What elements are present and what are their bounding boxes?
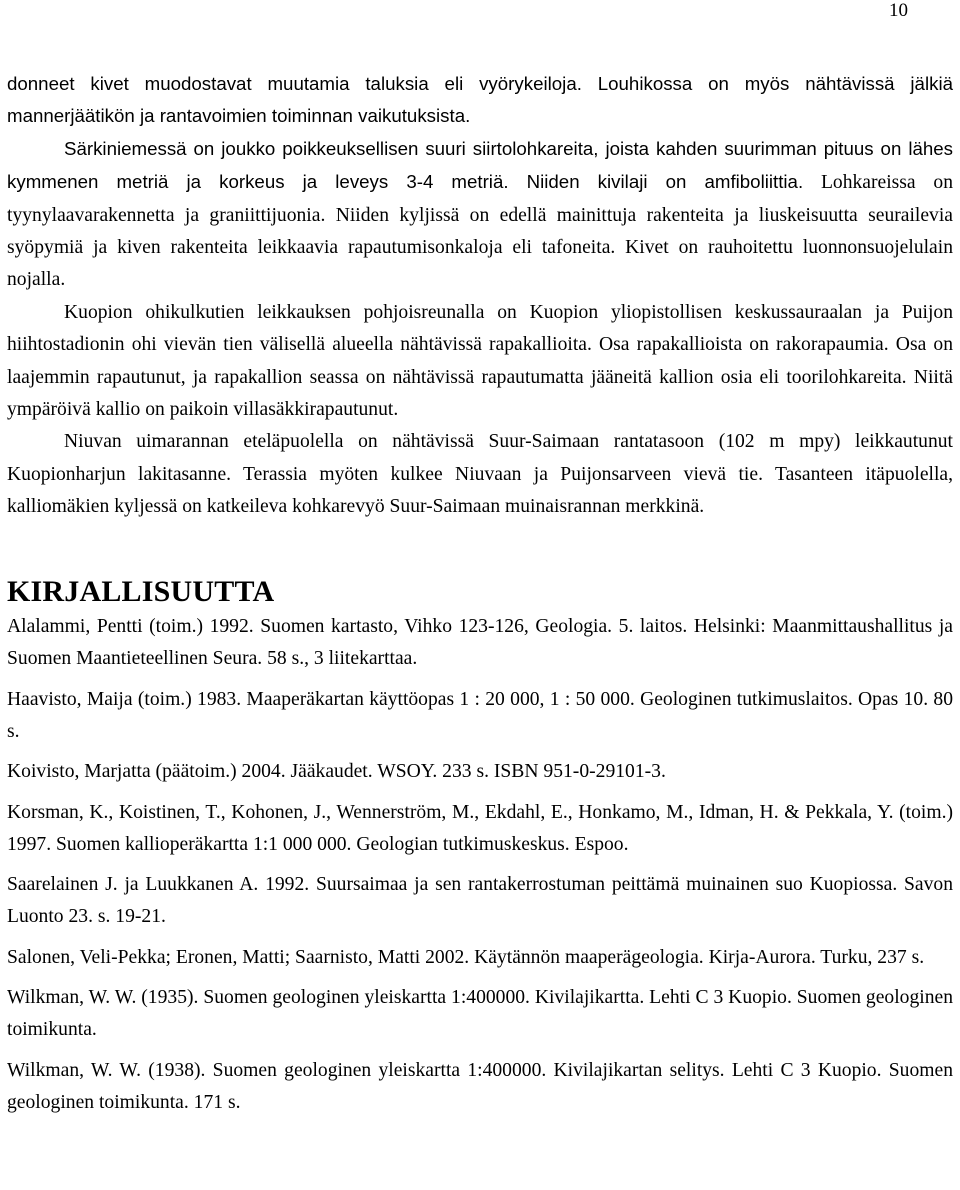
paragraph-2-serif-run: Lohkareissa on tyynylaavarakennetta ja graniittijuonia. Niiden kyljissä on edellä mainittuja rakenteita ja liuskeisuutta seurailevia syöpymiä ja kiven rakenteita leikkaavia rapautumisonkaloja eli tafoneita. Kivet on rauhoitettu luonnonsuojelulain nojalla. [7,172,954,291]
reference-item: Koivisto, Marjatta (päätoim.) 2004. Jääkaudet. WSOY. 233 s. ISBN 951-0-29101-3. [7,761,666,782]
reference-item: Wilkman, W. W. (1938). Suomen geologinen yleiskartta 1:400000. Kivilajikartan selitys. Lehti C 3 Kuopio. Suomen geologinen toimikunta. 171 s. [7,1059,953,1113]
reference-item: Haavisto, Maija (toim.) 1983. Maaperäkartan käyttöopas 1 : 20 000, 1 : 50 000. Geologinen tutkimuslaitos. Opas 10. 80 s. [7,688,953,742]
paragraph-3: Kuopion ohikulkutien leikkauksen pohjoisreunalla on Kuopion yliopistollisen keskussauraalan ja Puijon hiihtostadionin ohi vievän tien välisellä alueella nähtävissä rapakallioita. Osa rapakallioista on rakorapaumia. Osa on laajemmin rapautunut, ja rapakallion seassa on nähtävissä rapautumatta jääneitä kallion osia eli toorilohkareita. Niitä ympäröivä kallio on paikoin villasäkkirapautunut. [7,301,953,421]
page-number: 10 [889,0,908,21]
reference-list [7,611,953,1127]
reference-item: Wilkman, W. W. (1935). Suomen geologinen yleiskartta 1:400000. Kivilajikartta. Lehti C 3 Kuopio. Suomen geologinen toimikunta. [7,987,953,1040]
reference-item: Saarelainen J. ja Luukkanen A. 1992. Suursaimaa ja sen rantakerrostuman peittämä muinainen suo Kuopiossa. Savon Luonto 23. s. 19-21. [7,874,953,927]
body-text [7,68,953,524]
reference-item: Korsman, K., Koistinen, T., Kohonen, J., Wennerström, M., Ekdahl, E., Honkamo, M., Idman, H. & Pekkala, Y. (toim.) 1997. Suomen kallioperäkartta 1:1 000 000. Geologian tutkimuskeskus. Espoo. [7,801,953,855]
section-heading: KIRJALLISUUTTA [7,575,275,608]
paragraph-2 [7,133,953,297]
paragraph-2-sans-run: Särkiniemessä on joukko poikkeuksellisen suuri siirtolohkareita, joista kahden suurimman pituus on lähes kymmenen metriä ja korkeus ja leveys 3-4 metriä. Niiden kivilaji on amfiboliittia. [7,137,953,193]
reference-item: Alalammi, Pentti (toim.) 1992. Suomen kartasto, Vihko 123-126, Geologia. 5. laitos. Helsinki: Maanmittaushallitus ja Suomen Maantieteellinen Seura. 58 s., 3 liitekarttaa. [7,616,953,669]
paragraph-1: donneet kivet muodostavat muutamia taluksia eli vyörykeiloja. Louhikossa on myös nähtävissä jälkiä mannerjäätikön ja rantavoimien toiminnan vaikutuksista. [7,73,953,127]
reference-item: Salonen, Veli-Pekka; Eronen, Matti; Saarnisto, Matti 2002. Käytännön maaperägeologia. Kirja-Aurora. Turku, 237 s. [7,946,925,968]
paragraph-4: Niuvan uimarannan eteläpuolella on nähtävissä Suur-Saimaan rantatasoon (102 m mpy) leikkautunut Kuopionharjun lakitasanne. Terassia myöten kulkee Niuvaan ja Puijonsarveen vievä tie. Tasanteen itäpuolella, kalliomäkien kyljessä on katkeileva kohkarevyö Suur-Saimaan muinaisrannan merkkinä. [7,431,953,518]
